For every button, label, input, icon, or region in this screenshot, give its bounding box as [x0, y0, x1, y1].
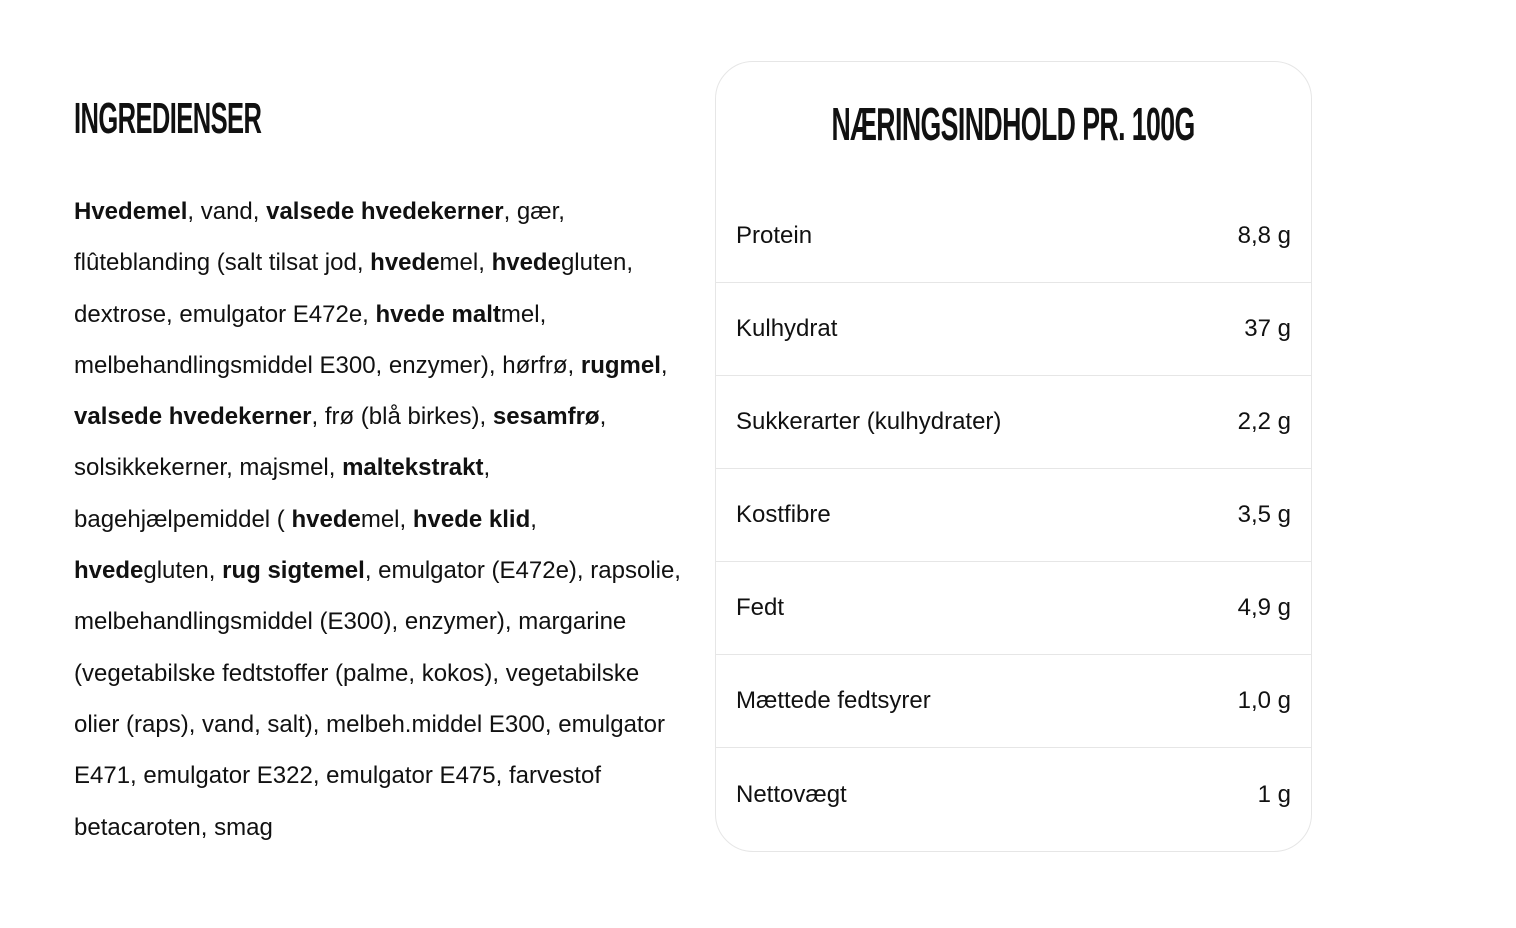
ingredient-text: , gær, flûteblanding (salt tilsat jod,: [74, 198, 565, 277]
nutrition-title-wrap: [716, 62, 1311, 204]
nutrition-row: [716, 283, 1311, 376]
allergen-text: hvede: [74, 557, 144, 585]
nutrition-row: [716, 376, 1311, 469]
allergen-text: hvede: [370, 249, 440, 277]
nutrition-row: [716, 655, 1311, 748]
nutrient-label: Fedt: [736, 594, 785, 621]
allergen-text: valsede hvedekerner: [74, 403, 312, 431]
ingredient-text: mel,: [360, 505, 413, 533]
allergen-text: hvede: [291, 505, 361, 533]
ingredient-text: gluten,: [143, 557, 223, 585]
ingredient-text: , solsikkekerner, majsmel,: [74, 403, 607, 482]
nutrient-value: 2,2 g: [1237, 408, 1291, 435]
allergen-text: hvede klid: [412, 505, 531, 533]
ingredient-text: ,: [660, 351, 668, 379]
nutrient-label: Mættede fedtsyrer: [736, 687, 931, 714]
allergen-text: hvede malt: [375, 300, 501, 328]
allergen-text: maltekstrakt: [342, 454, 484, 482]
nutrient-label: Sukkerarter (kulhydrater): [736, 408, 1002, 435]
nutrient-label: Nettovægt: [736, 780, 847, 808]
ingredient-text: ,: [530, 505, 537, 533]
ingredient-text: , bagehjælpemiddel (: [74, 454, 491, 533]
ingredients-list: [74, 186, 684, 853]
nutrition-row: [716, 748, 1311, 841]
allergen-text: hvede: [491, 249, 561, 277]
ingredient-text: mel, melbehandlingsmiddel E300, enzymer), hørfrø,: [74, 300, 581, 379]
ingredients-heading: INGREDIENSER: [74, 94, 262, 143]
nutrient-label: Kulhydrat: [736, 315, 838, 342]
ingredient-text: mel,: [439, 249, 492, 277]
allergen-text: valsede hvedekerner: [266, 198, 504, 225]
nutrient-value: 1,0 g: [1237, 687, 1291, 714]
ingredient-text: , emulgator (E472e), rapsolie, melbehandlingsmiddel (E300), enzymer), margarine (vegetabilske fedtstoffer (palme, kokos), vegetabilske olier (raps), vand, salt), melbeh.middel E300, emulgator E471, emulgator E322, emulgator E475, farvestof betacaroten, smag: [74, 557, 681, 841]
allergen-text: rugmel: [580, 351, 661, 379]
ingredient-text: , vand,: [187, 198, 267, 225]
allergen-text: sesamfrø: [492, 403, 600, 431]
allergen-text: rug sigtemel: [222, 557, 365, 585]
nutrient-value: 8,8 g: [1237, 222, 1291, 249]
nutrient-label: Protein: [736, 222, 813, 249]
ingredient-text: , frø (blå birkes),: [311, 403, 493, 431]
nutrient-value: 4,9 g: [1237, 594, 1291, 621]
nutrition-title: NÆRINGSINDHOLD PR. 100G: [831, 98, 1196, 150]
nutrition-table: [716, 190, 1311, 841]
nutrient-value: 3,5 g: [1237, 501, 1291, 528]
nutrition-row: [716, 469, 1311, 562]
nutrient-value: 1 g: [1257, 780, 1291, 808]
ingredient-text: gluten, dextrose, emulgator E472e,: [74, 249, 633, 328]
nutrition-row: [716, 562, 1311, 655]
allergen-text: Hvedemel: [74, 198, 188, 225]
nutrition-card: [715, 61, 1312, 852]
ingredients-section: [74, 92, 684, 853]
nutrient-label: Kostfibre: [736, 501, 831, 528]
nutrient-value: 37 g: [1244, 315, 1291, 342]
nutrition-row: [716, 190, 1311, 283]
